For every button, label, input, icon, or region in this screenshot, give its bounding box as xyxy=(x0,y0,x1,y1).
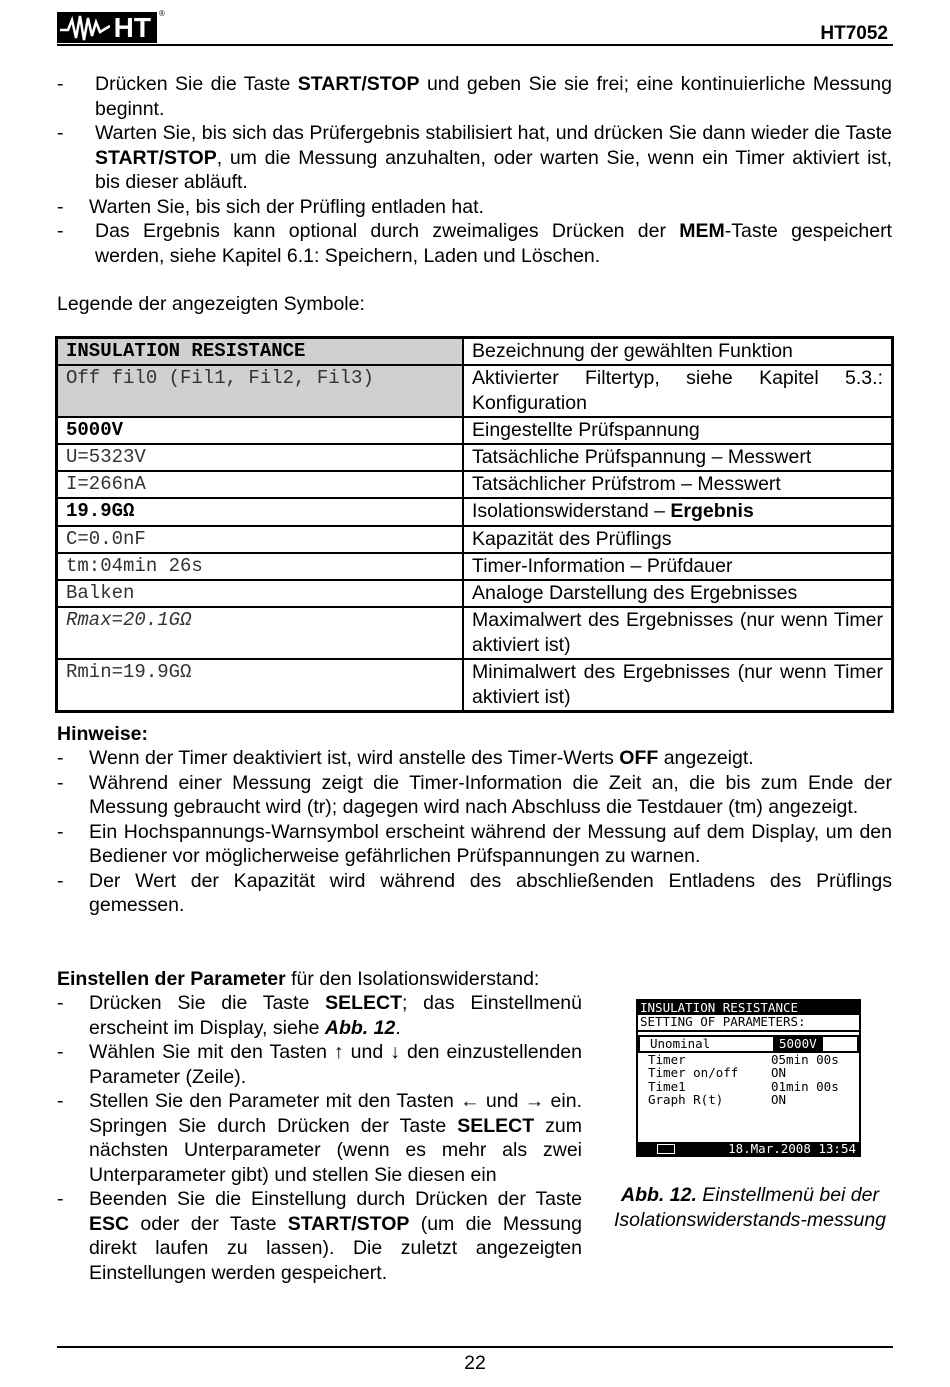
lcd-param-label: Timer on/off xyxy=(648,1065,739,1080)
text-run: Das Ergebnis kann optional durch zweimaliges Drücken der xyxy=(95,220,680,242)
symbol-cell: Rmin=19.9GΩ xyxy=(57,659,464,712)
text-run: Drücken Sie die Taste xyxy=(95,73,298,95)
list-item xyxy=(57,869,892,918)
notes-list xyxy=(57,746,892,918)
text-run: Drücken Sie die Taste xyxy=(89,992,326,1014)
symbol-cell: I=266nA xyxy=(57,471,464,498)
params-title xyxy=(57,967,539,992)
description-text: Isolationswiderstand – xyxy=(472,500,671,522)
description-cell xyxy=(463,526,893,553)
text-run: SELECT xyxy=(457,1114,535,1137)
description-text: Tatsächlicher Prüfstrom – Messwert xyxy=(472,473,781,495)
text-run: , um die Messung anzuhalten, oder warten Sie, wenn ein Timer aktiviert ist, bis dieser abläuft. xyxy=(95,146,892,193)
description-text: Minimalwert des Ergebnisses (nur wenn Timer aktiviert ist) xyxy=(472,661,883,708)
text-run: Beenden Sie die Einstellung durch Drücken der Taste xyxy=(89,1188,582,1210)
description-cell xyxy=(463,553,893,580)
description-text: Eingestellte Prüfspannung xyxy=(472,419,700,441)
lcd-parameter-row xyxy=(638,1066,859,1080)
lcd-param-value: 01min 00s xyxy=(771,1078,839,1094)
symbol-cell: Off fil0 (Fil1, Fil2, Fil3) xyxy=(57,365,464,417)
description-text: Timer-Information – Prüfdauer xyxy=(472,555,733,577)
text-run: START/STOP xyxy=(297,73,420,95)
list-item xyxy=(57,746,892,771)
lcd-title: INSULATION RESISTANCE xyxy=(638,1001,859,1015)
text-run: zum nächsten Unterparameter (wenn es mehr als zwei Unterparameter gibt) und stellen Sie diesen ein xyxy=(89,1114,582,1186)
table-row xyxy=(57,553,893,580)
description-text: Aktivierter Filtertyp, siehe Kapitel 5.3.: Konfiguration xyxy=(472,367,883,414)
params-title-bold: Einstellen der Parameter xyxy=(57,968,286,990)
text-run: Warten Sie, bis sich das Prüfergebnis stabilisiert hat, und drücken Sie dann wieder die Taste xyxy=(95,122,892,144)
description-cell xyxy=(463,659,893,712)
text-run: START/STOP xyxy=(95,146,217,169)
text-run: START/STOP xyxy=(287,1212,410,1235)
lcd-parameter-row xyxy=(638,1035,859,1053)
description-cell xyxy=(463,607,893,659)
lcd-param-label: Timer xyxy=(648,1051,686,1067)
model-name: HT7052 xyxy=(820,23,888,44)
params-steps xyxy=(57,991,582,1285)
registered-mark: ® xyxy=(159,9,165,18)
table-row xyxy=(57,659,893,712)
lcd-subtitle: SETTING OF PARAMETERS: xyxy=(638,1015,859,1033)
lcd-param-value: 05min 00s xyxy=(771,1051,839,1067)
table-row xyxy=(57,526,893,553)
list-item xyxy=(57,820,892,869)
battery-icon xyxy=(657,1144,675,1154)
description-cell xyxy=(463,580,893,607)
text-run: SELECT xyxy=(325,992,402,1014)
symbol-cell: 19.9GΩ xyxy=(57,498,464,526)
list-item xyxy=(57,121,892,195)
list-item xyxy=(57,991,582,1040)
list-item xyxy=(57,1040,582,1089)
description-cell xyxy=(463,498,893,526)
description-cell xyxy=(463,417,893,444)
description-cell xyxy=(463,444,893,471)
lcd-param-value: ON xyxy=(771,1065,787,1080)
text-run: Wenn der Timer deaktiviert ist, wird anstelle des Timer-Werts xyxy=(89,747,620,769)
symbol-cell: Rmax=20.1GΩ xyxy=(57,607,464,659)
table-row xyxy=(57,498,893,526)
caption-label: Abb. 12. xyxy=(621,1184,697,1206)
text-run: ; das Einstellmenü erscheint im Display, siehe xyxy=(89,992,582,1039)
description-text: Kapazität des Prüflings xyxy=(472,528,672,550)
notes-title: Hinweise: xyxy=(57,723,149,745)
logo-text: HT xyxy=(113,12,151,43)
text-run: angezeigt. xyxy=(658,747,754,769)
description-text: Maximalwert des Ergebnisses (nur wenn Timer aktiviert ist) xyxy=(472,609,883,656)
text-run: Abb. 12 xyxy=(324,1016,396,1039)
lcd-param-value: ON xyxy=(771,1092,787,1107)
description-text: Bezeichnung der gewählten Funktion xyxy=(472,340,793,362)
list-item xyxy=(57,72,892,121)
lcd-parameter-row xyxy=(638,1093,859,1107)
lcd-parameter-row xyxy=(638,1080,859,1094)
text-run: Stellen Sie den Parameter mit den Tasten ← und → ein. Springen Sie durch Drücken der Taste xyxy=(89,1090,582,1137)
legend-title: Legende der angezeigten Symbole: xyxy=(57,293,365,315)
text-run: Während einer Messung zeigt die Timer-Information die Zeit an, die bis zum Ende der Messung gebraucht wird (tr); dagegen wird nach Abschluss die Testdauer (tm) angezeigt. xyxy=(89,771,892,818)
list-item xyxy=(57,219,892,268)
lcd-status-bar xyxy=(638,1142,859,1156)
symbol-table xyxy=(55,336,894,713)
description-text: Tatsächliche Prüfspannung – Messwert xyxy=(472,446,812,468)
description-text: Analoge Darstellung des Ergebnisses xyxy=(472,582,798,604)
text-run: Wählen Sie mit den Tasten ↑ und ↓ den einzustellenden Parameter (Zeile). xyxy=(89,1041,582,1088)
header-divider xyxy=(57,44,893,46)
text-run: Ein Hochspannungs-Warnsymbol erscheint während der Messung auf dem Display, um den Bediener vor möglicherweise gefährlichen Prüfspannungen zu warnen. xyxy=(89,820,892,867)
table-row xyxy=(57,338,893,366)
table-row xyxy=(57,580,893,607)
table-row xyxy=(57,417,893,444)
lcd-datetime: 18.Mar.2008 13:54 xyxy=(728,1140,856,1156)
list-item xyxy=(57,1187,582,1285)
figure-caption xyxy=(600,1183,900,1232)
lcd-settings-screen xyxy=(636,999,861,1157)
lcd-param-label: Unominal xyxy=(650,1036,711,1051)
table-row xyxy=(57,444,893,471)
table-row xyxy=(57,365,893,417)
symbol-cell: C=0.0nF xyxy=(57,526,464,553)
text-run: MEM xyxy=(679,220,725,242)
description-cell xyxy=(463,365,893,417)
symbol-cell: tm:04min 26s xyxy=(57,553,464,580)
description-cell xyxy=(463,338,893,366)
lcd-param-label: Graph R(t) xyxy=(648,1092,724,1107)
description-bold: Ergebnis xyxy=(670,500,754,522)
text-run: ESC xyxy=(89,1212,130,1235)
text-run: (um die Messung direkt laufen zu lassen). Die zuletzt angezeigten Einstellungen werden gespeichert. xyxy=(89,1212,582,1284)
list-item xyxy=(57,195,892,220)
table-row xyxy=(57,471,893,498)
lcd-param-label: Time1 xyxy=(648,1078,686,1094)
text-run: oder der Taste xyxy=(129,1212,288,1235)
waveform-icon xyxy=(60,12,110,43)
list-item xyxy=(57,1089,582,1187)
description-cell xyxy=(463,471,893,498)
lcd-param-value: 5000V xyxy=(773,1037,823,1051)
text-run: Warten Sie, bis sich der Prüfling entladen hat. xyxy=(89,195,484,218)
footer-divider xyxy=(57,1346,893,1348)
symbol-cell: 5000V xyxy=(57,417,464,444)
symbol-cell: INSULATION RESISTANCE xyxy=(57,338,464,366)
caption-text: Einstellmenü bei der Isolationswiderstands-messung xyxy=(613,1184,887,1231)
text-run: OFF xyxy=(619,747,659,769)
list-item xyxy=(57,771,892,820)
text-run: Der Wert der Kapazität wird während des abschließenden Entladens des Prüflings gemessen. xyxy=(89,869,892,916)
intro-steps xyxy=(57,72,892,268)
table-row xyxy=(57,607,893,659)
symbol-cell: U=5323V xyxy=(57,444,464,471)
symbol-cell: Balken xyxy=(57,580,464,607)
params-title-rest: für den Isolationswiderstand: xyxy=(285,968,540,990)
text-run: und geben Sie sie frei; eine kontinuierliche Messung beginnt. xyxy=(95,73,892,120)
text-run: . xyxy=(395,1016,401,1039)
text-run: -Taste gespeichert werden, siehe Kapitel 6.1: Speichern, Laden und Löschen. xyxy=(95,220,892,267)
lcd-parameter-row xyxy=(638,1053,859,1067)
ht-logo xyxy=(57,12,157,43)
page-number: 22 xyxy=(464,1352,486,1374)
